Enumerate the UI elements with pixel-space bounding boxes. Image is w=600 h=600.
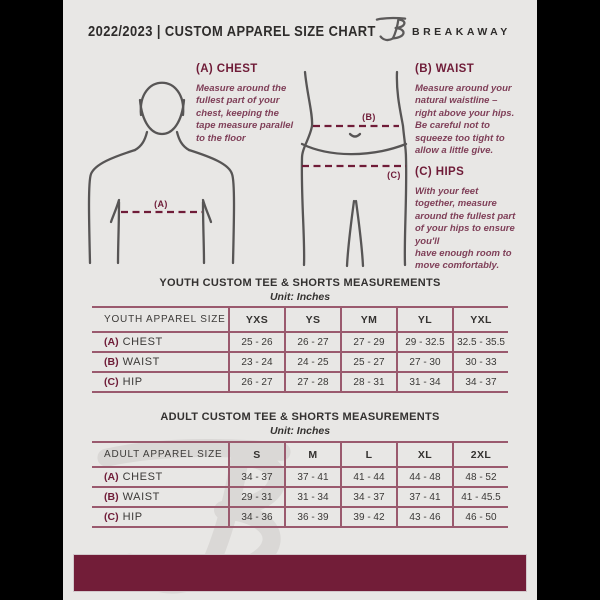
torso-side-right xyxy=(203,202,204,263)
instruction-line: fullest part of your xyxy=(196,95,280,107)
table-cell: 48 - 52 xyxy=(452,468,508,488)
adult-table-title: ADULT CUSTOM TEE & SHORTS MEASUREMENTS xyxy=(160,411,440,423)
instruction-line: have enough room to xyxy=(415,248,512,260)
inner-leg-left xyxy=(347,201,354,266)
table-cell: 37 - 41 xyxy=(284,468,340,488)
instruction-line: allow a little give. xyxy=(415,145,494,157)
table-cell: 44 - 48 xyxy=(396,468,452,488)
footer-bar xyxy=(73,554,527,592)
instruction-line: chest, keeping the xyxy=(196,107,279,119)
table-header-cell: YXS xyxy=(228,308,284,333)
row-marker: (B) xyxy=(104,491,119,503)
chest-instructions xyxy=(196,63,293,145)
hips-marker-label: (C) xyxy=(387,170,401,180)
table-cell: 25 - 27 xyxy=(340,353,396,373)
youth-table-unit: Unit: Inches xyxy=(269,291,331,303)
table-cell: 43 - 46 xyxy=(396,508,452,528)
table-cell: 41 - 44 xyxy=(340,468,396,488)
row-marker: (A) xyxy=(104,336,119,348)
neck-right xyxy=(177,132,189,150)
adult-table-unit: Unit: Inches xyxy=(269,425,331,437)
instruction-line: of your hips to ensure xyxy=(415,223,515,235)
body-side-left xyxy=(302,72,312,265)
instruction-line: squeeze too tight to xyxy=(415,132,505,144)
size-chart-page xyxy=(63,0,537,600)
instruction-line: Measure around your xyxy=(415,83,512,94)
table-cell: 26 - 27 xyxy=(228,373,284,393)
table-header-cell: YXL xyxy=(452,308,508,333)
youth-size-table xyxy=(92,306,508,393)
body-side-right xyxy=(397,72,406,265)
chest-heading: (A) CHEST xyxy=(196,63,258,75)
table-header-cell: YM xyxy=(340,308,396,333)
table-header-cell: L xyxy=(340,443,396,468)
table-header-cell: YS xyxy=(284,308,340,333)
row-label: WAIST xyxy=(122,491,161,503)
adult-size-table xyxy=(92,441,508,528)
inner-leg-right xyxy=(356,201,363,266)
table-cell: 26 - 27 xyxy=(284,333,340,353)
breakaway-b-logo-icon xyxy=(373,13,409,45)
row-marker: (A) xyxy=(104,471,119,483)
instruction-line: right above your hips. xyxy=(415,107,515,119)
table-cell: 34 - 37 xyxy=(452,373,508,393)
row-label-cell xyxy=(92,508,228,528)
row-label-cell xyxy=(92,353,228,373)
torso-side-left xyxy=(118,202,119,263)
table-cell: 27 - 29 xyxy=(340,333,396,353)
table-cell: 34 - 36 xyxy=(228,508,284,528)
instruction-line: natural waistline – xyxy=(415,95,498,107)
table-cell: 46 - 50 xyxy=(452,508,508,528)
table-cell: 41 - 45.5 xyxy=(452,488,508,508)
row-label: HIP xyxy=(122,376,143,388)
instruction-line: to the floor xyxy=(196,132,246,144)
instruction-line: tape measure parallel xyxy=(196,120,294,132)
row-marker: (B) xyxy=(104,356,119,368)
table-header-cell: XL xyxy=(396,443,452,468)
table-cell: 29 - 31 xyxy=(228,488,284,508)
brand-name: BREAKAWAY xyxy=(412,26,511,38)
table-cell: 25 - 26 xyxy=(228,333,284,353)
instruction-line: Be careful not to xyxy=(415,120,490,132)
instruction-line: move comfortably. xyxy=(415,260,500,272)
table-cell: 31 - 34 xyxy=(284,488,340,508)
navel xyxy=(350,134,360,137)
page-title: 2022/2023 | CUSTOM APPAREL SIZE CHART xyxy=(88,23,376,40)
row-label: CHEST xyxy=(122,336,163,348)
table-cell: 32.5 - 35.5 xyxy=(452,333,508,353)
table-cell: 23 - 24 xyxy=(228,353,284,373)
table-cell: 36 - 39 xyxy=(284,508,340,528)
shoulder-arm-right xyxy=(189,150,234,263)
table-header-cell: ADULT APPAREL SIZE xyxy=(92,443,228,468)
instruction-line: you'll xyxy=(415,235,440,247)
chest-marker-label: (A) xyxy=(154,199,168,209)
table-header-cell: YL xyxy=(396,308,452,333)
neck-left xyxy=(135,132,147,150)
waist-marker-label: (B) xyxy=(362,112,376,122)
instruction-line: With your feet xyxy=(415,186,479,197)
hips-heading: (C) HIPS xyxy=(415,166,465,178)
table-cell: 29 - 32.5 xyxy=(396,333,452,353)
hip-crease xyxy=(302,144,406,154)
table-header-cell: 2XL xyxy=(452,443,508,468)
table-cell: 34 - 37 xyxy=(340,488,396,508)
row-marker: (C) xyxy=(104,511,119,523)
instruction-line: Measure around the xyxy=(196,83,287,94)
row-marker: (C) xyxy=(104,376,119,388)
youth-table-title: YOUTH CUSTOM TEE & SHORTS MEASUREMENTS xyxy=(159,277,441,289)
head-outline xyxy=(141,83,183,115)
row-label: CHEST xyxy=(122,471,163,483)
jaw-outline xyxy=(140,100,184,134)
row-label-cell xyxy=(92,373,228,393)
table-cell: 27 - 28 xyxy=(284,373,340,393)
hips-instructions xyxy=(415,166,515,273)
table-header-cell: M xyxy=(284,443,340,468)
table-cell: 30 - 33 xyxy=(452,353,508,373)
table-cell: 28 - 31 xyxy=(340,373,396,393)
row-label: WAIST xyxy=(122,356,161,368)
table-header-cell: YOUTH APPAREL SIZE xyxy=(92,308,228,333)
row-label-cell xyxy=(92,333,228,353)
instruction-line: together, measure xyxy=(415,198,497,210)
table-cell: 34 - 37 xyxy=(228,468,284,488)
instruction-line: around the fullest part xyxy=(415,210,516,222)
table-cell: 31 - 34 xyxy=(396,373,452,393)
shoulder-arm-left xyxy=(89,150,135,263)
table-cell: 39 - 42 xyxy=(340,508,396,528)
waist-instructions xyxy=(415,63,514,157)
lower-body-illustration xyxy=(285,58,415,270)
table-cell: 27 - 30 xyxy=(396,353,452,373)
table-cell: 24 - 25 xyxy=(284,353,340,373)
row-label: HIP xyxy=(122,511,143,523)
row-label-cell xyxy=(92,468,228,488)
waist-heading: (B) WAIST xyxy=(415,63,475,75)
table-header-cell: S xyxy=(228,443,284,468)
row-label-cell xyxy=(92,488,228,508)
table-cell: 37 - 41 xyxy=(396,488,452,508)
